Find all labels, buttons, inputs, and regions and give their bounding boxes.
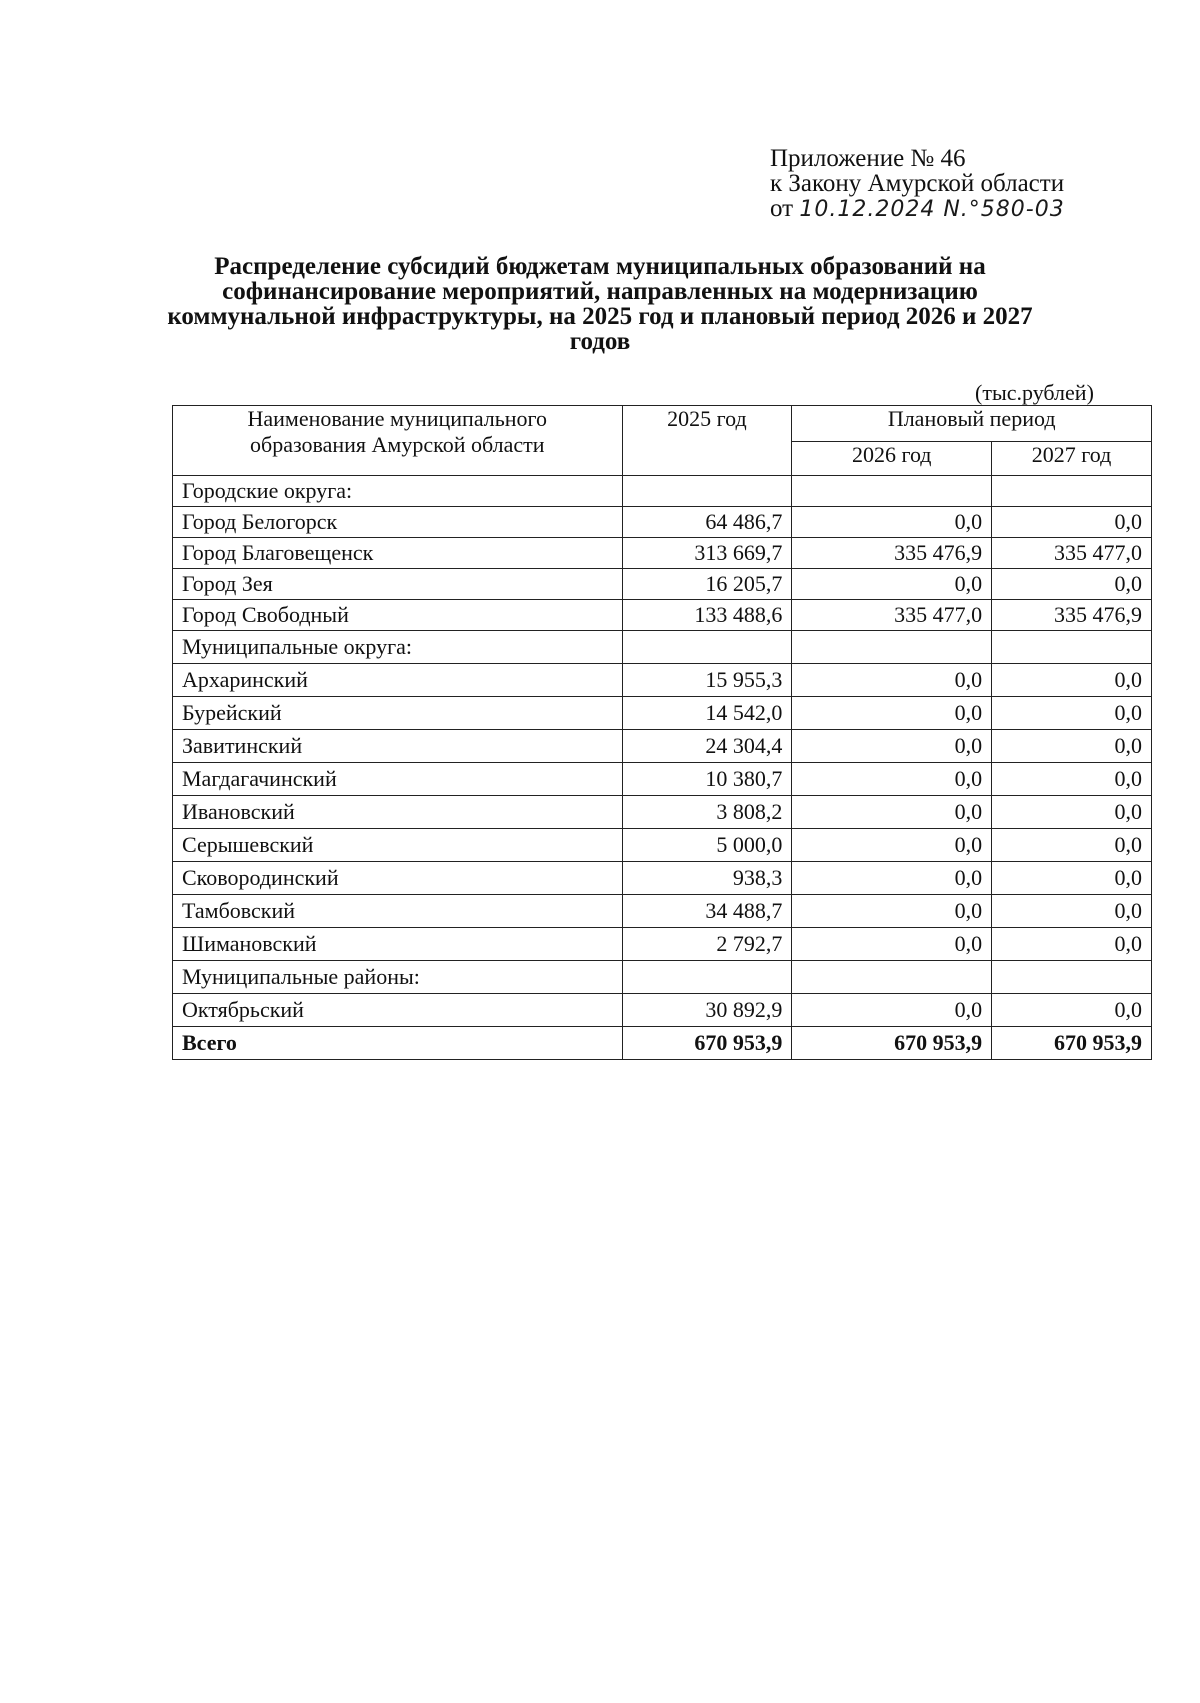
- value-2027: 0,0: [992, 796, 1152, 829]
- table-row: [173, 829, 1152, 862]
- total-2025: 670 953,9: [622, 1027, 792, 1060]
- municipality-name: Сковородинский: [173, 862, 623, 895]
- value-2027: 0,0: [992, 928, 1152, 961]
- table-row: [173, 730, 1152, 763]
- value-2025: 133 488,6: [622, 600, 792, 631]
- table-row: [173, 664, 1152, 697]
- value-2026: 0,0: [792, 928, 992, 961]
- header-2027: 2027 год: [992, 442, 1152, 476]
- value-2027: 0,0: [992, 763, 1152, 796]
- municipality-name: Архаринский: [173, 664, 623, 697]
- value-2025: 10 380,7: [622, 763, 792, 796]
- section-title: Городские округа:: [173, 476, 623, 507]
- table-body: [173, 476, 1152, 1060]
- value-2025: 5 000,0: [622, 829, 792, 862]
- empty-cell: [992, 631, 1152, 664]
- value-2027: 0,0: [992, 664, 1152, 697]
- municipality-name: Октябрьский: [173, 994, 623, 1027]
- value-2025: 2 792,7: [622, 928, 792, 961]
- municipality-name: Город Свободный: [173, 600, 623, 631]
- value-2027: 335 477,0: [992, 538, 1152, 569]
- value-2027: 0,0: [992, 507, 1152, 538]
- total-2026: 670 953,9: [792, 1027, 992, 1060]
- empty-cell: [792, 476, 992, 507]
- value-2027: 0,0: [992, 994, 1152, 1027]
- table-row: [173, 796, 1152, 829]
- value-2025: 313 669,7: [622, 538, 792, 569]
- header-name-line2: образования Амурской области: [250, 432, 545, 457]
- appendix-date-prefix: от: [770, 195, 794, 222]
- total-2027: 670 953,9: [992, 1027, 1152, 1060]
- empty-cell: [622, 961, 792, 994]
- value-2025: 938,3: [622, 862, 792, 895]
- value-2025: 14 542,0: [622, 697, 792, 730]
- value-2026: 335 477,0: [792, 600, 992, 631]
- value-2026: 0,0: [792, 895, 992, 928]
- table-row: [173, 697, 1152, 730]
- value-2027: 0,0: [992, 569, 1152, 600]
- section-header-row: [173, 631, 1152, 664]
- value-2026: 0,0: [792, 569, 992, 600]
- value-2026: 0,0: [792, 796, 992, 829]
- value-2026: 0,0: [792, 507, 992, 538]
- municipality-name: Серышевский: [173, 829, 623, 862]
- unit-label: (тыс.рублей): [975, 380, 1094, 405]
- empty-cell: [792, 631, 992, 664]
- handwritten-date-number: 10.12.2024 N.°580-03: [799, 197, 1065, 222]
- value-2026: 0,0: [792, 697, 992, 730]
- document-title: Распределение субсидий бюджетам муниципальных образований на софинансирование мероприятий, направленных на модернизацию коммунальной инфраструктуры, на 2025 год и плановый период 2026 и 2027 годов: [167, 253, 1033, 355]
- subsidy-table: [172, 405, 1152, 1060]
- section-title: Муниципальные районы:: [173, 961, 623, 994]
- empty-cell: [622, 476, 792, 507]
- value-2025: 3 808,2: [622, 796, 792, 829]
- header-planned-period: Плановый период: [792, 406, 1152, 442]
- value-2026: 0,0: [792, 994, 992, 1027]
- section-header-row: [173, 476, 1152, 507]
- value-2027: 335 476,9: [992, 600, 1152, 631]
- appendix-law-reference: к Закону Амурской области: [770, 170, 1065, 197]
- table-row: [173, 895, 1152, 928]
- municipality-name: Город Благовещенск: [173, 538, 623, 569]
- table-row: [173, 862, 1152, 895]
- section-title: Муниципальные округа:: [173, 631, 623, 664]
- municipality-name: Тамбовский: [173, 895, 623, 928]
- value-2026: 0,0: [792, 730, 992, 763]
- table-row: [173, 994, 1152, 1027]
- value-2027: 0,0: [992, 730, 1152, 763]
- table-row: [173, 928, 1152, 961]
- appendix-number: Приложение № 46: [770, 145, 966, 172]
- value-2027: 0,0: [992, 829, 1152, 862]
- value-2025: 30 892,9: [622, 994, 792, 1027]
- empty-cell: [992, 961, 1152, 994]
- municipality-name: Магдагачинский: [173, 763, 623, 796]
- municipality-name: Завитинский: [173, 730, 623, 763]
- value-2026: 335 476,9: [792, 538, 992, 569]
- value-2026: 0,0: [792, 664, 992, 697]
- table-row: [173, 763, 1152, 796]
- header-2026: 2026 год: [792, 442, 992, 476]
- table-row: [173, 569, 1152, 600]
- value-2026: 0,0: [792, 829, 992, 862]
- municipality-name: Город Зея: [173, 569, 623, 600]
- value-2025: 15 955,3: [622, 664, 792, 697]
- value-2025: 34 488,7: [622, 895, 792, 928]
- value-2027: 0,0: [992, 862, 1152, 895]
- value-2026: 0,0: [792, 862, 992, 895]
- value-2027: 0,0: [992, 697, 1152, 730]
- municipality-name: Шимановский: [173, 928, 623, 961]
- header-name: [173, 406, 623, 476]
- table-row: [173, 507, 1152, 538]
- value-2026: 0,0: [792, 763, 992, 796]
- header-name-line1: Наименование муниципального: [247, 406, 548, 431]
- municipality-name: Бурейский: [173, 697, 623, 730]
- municipality-name: Город Белогорск: [173, 507, 623, 538]
- empty-cell: [622, 631, 792, 664]
- total-row: [173, 1027, 1152, 1060]
- table-row: [173, 600, 1152, 631]
- empty-cell: [992, 476, 1152, 507]
- value-2027: 0,0: [992, 895, 1152, 928]
- appendix-block: [770, 146, 1065, 222]
- table-row: [173, 538, 1152, 569]
- header-2025: 2025 год: [622, 406, 792, 476]
- value-2025: 24 304,4: [622, 730, 792, 763]
- appendix-date-line: [770, 196, 1065, 222]
- value-2025: 16 205,7: [622, 569, 792, 600]
- section-header-row: [173, 961, 1152, 994]
- empty-cell: [792, 961, 992, 994]
- value-2025: 64 486,7: [622, 507, 792, 538]
- total-label: Всего: [173, 1027, 623, 1060]
- municipality-name: Ивановский: [173, 796, 623, 829]
